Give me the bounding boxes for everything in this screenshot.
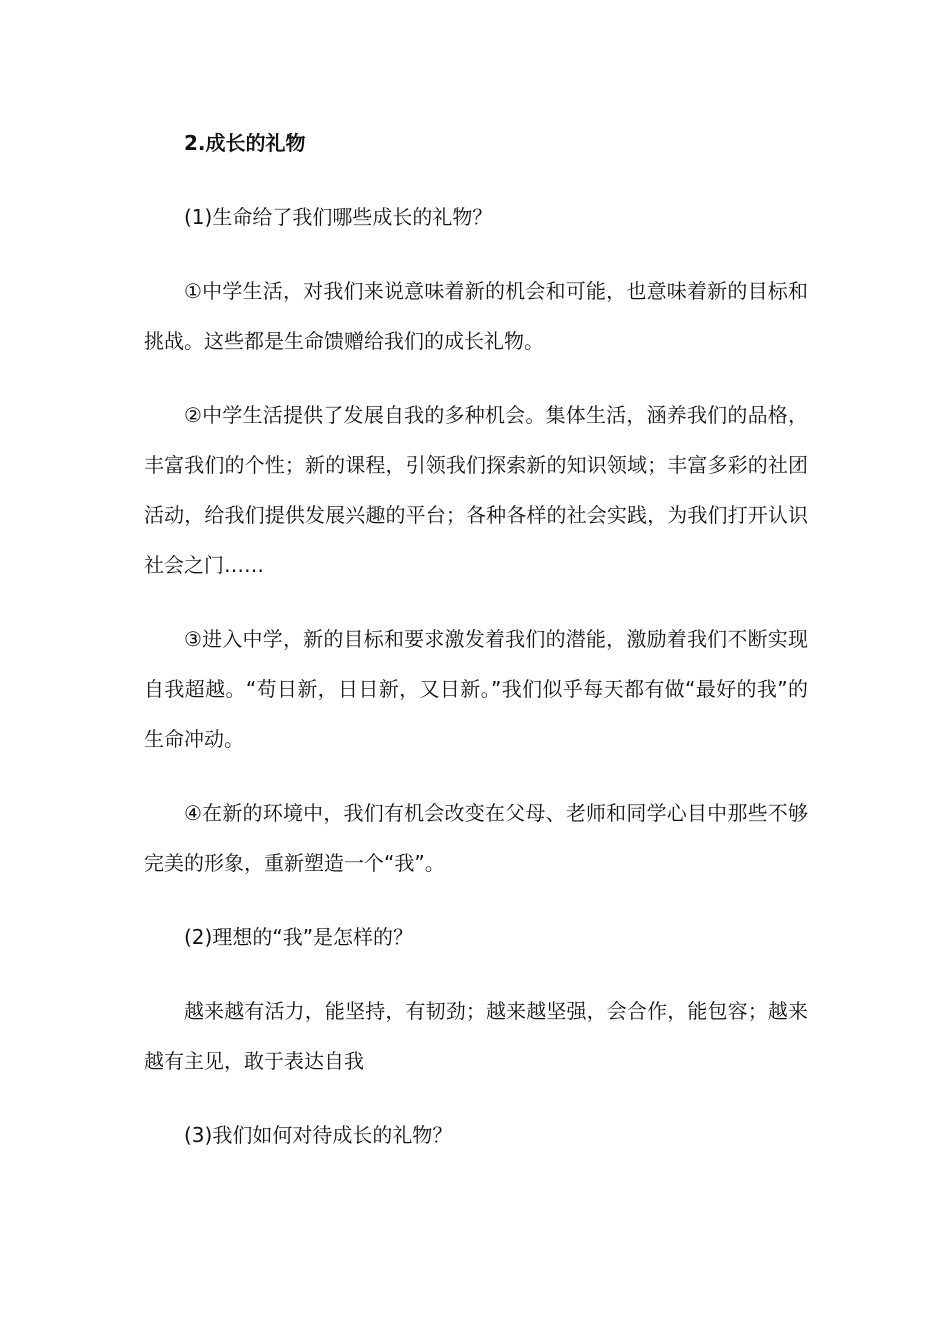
answer-1-point-3: ③进入中学，新的目标和要求激发着我们的潜能，激励着我们不断实现自我超越。“苟日新，日日新，又日新。”我们似乎每天都有做“最好的我”的生命冲动。 bbox=[144, 627, 808, 751]
question-3: (3)我们如何对待成长的礼物？ bbox=[184, 1123, 453, 1147]
answer-2: 越来越有活力，能坚持，有韧劲；越来越坚强，会合作，能包容；越来越有主见，敢于表达自我 bbox=[144, 999, 808, 1073]
question-1: (1)生命给了我们哪些成长的礼物？ bbox=[184, 205, 493, 229]
answer-1-point-2: ②中学生活提供了发展自我的多种机会。集体生活，涵养我们的品格，丰富我们的个性；新的课程，引领我们探索新的知识领域；丰富多彩的社团活动，给我们提供发展兴趣的平台；各种各样的社会实践，为我们打开认识社会之门…… bbox=[144, 403, 808, 577]
document-body bbox=[144, 118, 808, 1184]
section-heading: 2.成长的礼物 bbox=[184, 131, 306, 155]
answer-1-point-1: ①中学生活，对我们来说意味着新的机会和可能，也意味着新的目标和挑战。这些都是生命馈赠给我们的成长礼物。 bbox=[144, 279, 808, 353]
question-2: (2)理想的“我”是怎样的？ bbox=[184, 925, 414, 949]
answer-1-point-4: ④在新的环境中，我们有机会改变在父母、老师和同学心目中那些不够完美的形象，重新塑造一个“我”。 bbox=[144, 801, 808, 875]
